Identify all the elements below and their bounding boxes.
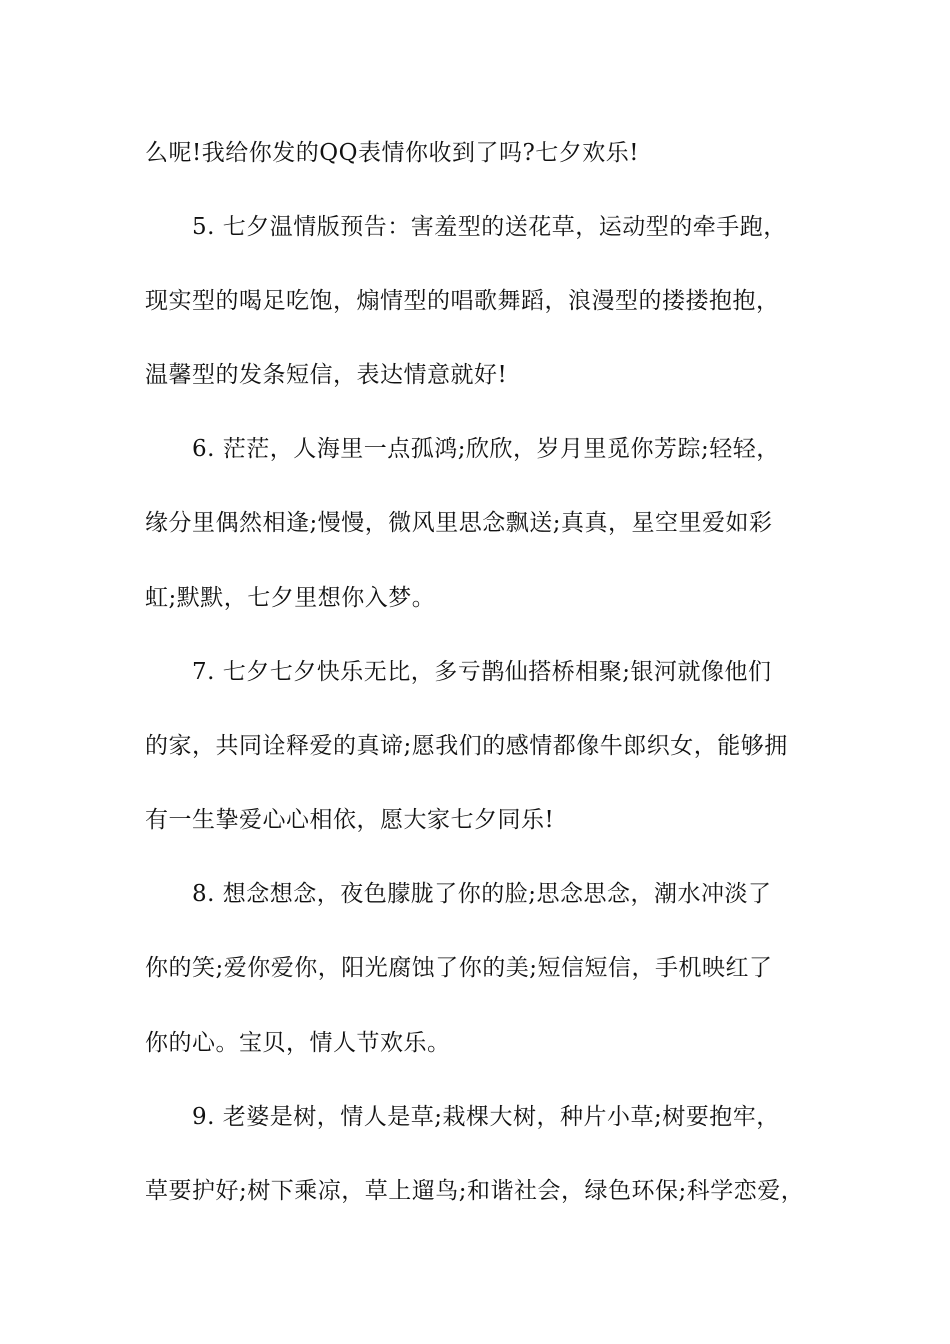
text-line: 现实型的喝足吃饱，煽情型的唱歌舞蹈，浪漫型的搂搂抱抱， (145, 288, 780, 314)
text-line: 草要护好;树下乘凉，草上遛鸟;和谐社会，绿色环保;科学恋爱， (145, 1178, 805, 1204)
text-line: 9. 老婆是树，情人是草;栽棵大树，种片小草;树要抱牢， (192, 1104, 780, 1130)
text-line: 有一生挚爱心心相依，愿大家七夕同乐! (145, 807, 555, 833)
text-line: 7. 七夕七夕快乐无比，多亏鹊仙搭桥相聚;银河就像他们 (192, 659, 772, 685)
text-line: 8. 想念想念，夜色朦胧了你的脸;思念思念，潮水冲淡了 (192, 881, 772, 907)
text-line: 缘分里偶然相逢;慢慢，微风里思念飘送;真真，星空里爱如彩 (145, 510, 773, 536)
text-line: 虹;默默，七夕里想你入梦。 (145, 585, 436, 611)
text-line: 么呢!我给你发的QQ表情你收到了吗?七夕欢乐! (145, 140, 640, 166)
text-line: 的家，共同诠释爱的真谛;愿我们的感情都像牛郎织女，能够拥 (145, 733, 788, 759)
text-line: 5. 七夕温情版预告：害羞型的送花草，运动型的牵手跑， (192, 214, 787, 240)
text-line: 6. 茫茫，人海里一点孤鸿;欣欣，岁月里觅你芳踪;轻轻， (192, 436, 780, 462)
text-line: 你的心。宝贝，情人节欢乐。 (145, 1030, 451, 1056)
text-line: 你的笑;爱你爱你，阳光腐蚀了你的美;短信短信，手机映红了 (145, 955, 773, 981)
text-line: 温馨型的发条短信，表达情意就好! (145, 362, 508, 388)
